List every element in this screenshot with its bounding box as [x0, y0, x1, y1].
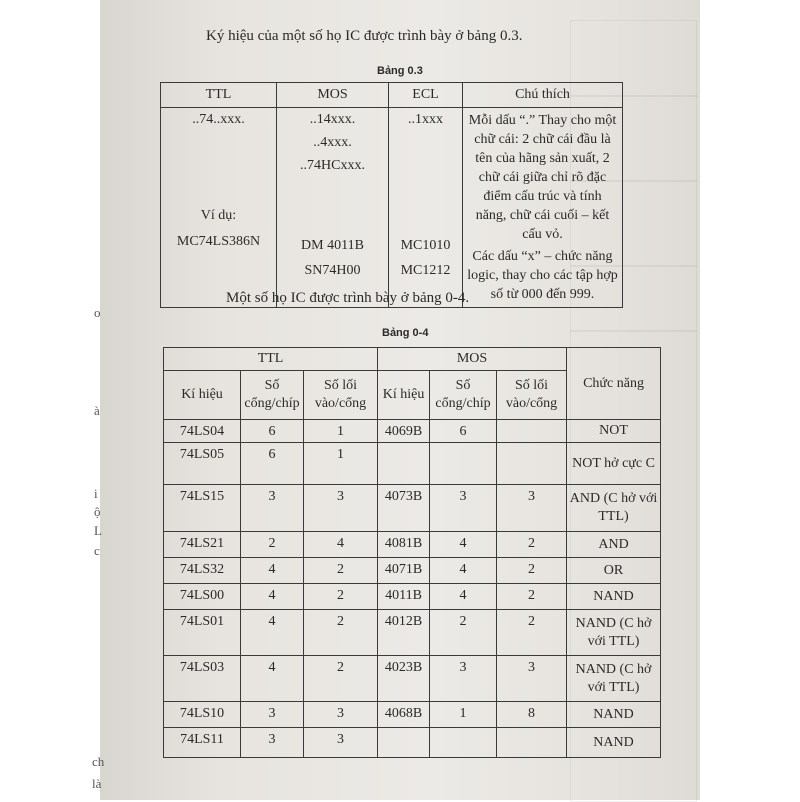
cell-mos-inputs: [497, 420, 567, 443]
cell-ttl-inputs: 2: [304, 610, 378, 656]
group-ttl: TTL: [164, 348, 378, 371]
cell-ttl-symbol: 74LS32: [164, 558, 241, 584]
table-0-4: [163, 347, 661, 758]
mos-pattern-2: ..4xxx.: [313, 135, 352, 150]
cell-mos-inputs: [497, 443, 567, 485]
cell-ttl-gates: 4: [241, 610, 304, 656]
subheader-mos-gates: Số cổng/chíp: [430, 371, 497, 420]
cell-ttl-gates: 3: [241, 485, 304, 532]
mos-cell: [277, 108, 389, 308]
header-ttl: TTL: [161, 83, 277, 108]
mos-pattern-1: ..14xxx.: [309, 112, 356, 127]
subheader-ttl-inputs: Số lối vào/cổng: [304, 371, 378, 420]
cell-mos-gates: 2: [430, 610, 497, 656]
cell-ttl-symbol: 74LS00: [164, 584, 241, 610]
cell-mos-inputs: 8: [497, 702, 567, 728]
cell-ttl-gates: 3: [241, 702, 304, 728]
mos-pattern-3: ..74HCxxx.: [300, 158, 365, 173]
cell-mos-symbol: [378, 443, 430, 485]
cell-mos-gates: 4: [430, 558, 497, 584]
cell-ttl-inputs: 4: [304, 532, 378, 558]
cell-mos-inputs: 3: [497, 656, 567, 702]
cell-mos-symbol: 4012B: [378, 610, 430, 656]
cell-mos-gates: 6: [430, 420, 497, 443]
mos-example-2: SN74H00: [304, 263, 361, 278]
margin-fragment: L: [94, 523, 102, 538]
intro-paragraph: Ký hiệu của một số họ IC được trình bày ở bảng 0.3.: [206, 28, 523, 44]
cell-ttl-gates: 4: [241, 656, 304, 702]
table-row: [164, 558, 661, 584]
table-row: [164, 443, 661, 485]
cell-ttl-inputs: 1: [304, 420, 378, 443]
cell-mos-gates: 3: [430, 656, 497, 702]
margin-fragment: là: [92, 776, 102, 791]
cell-ttl-symbol: 74LS15: [164, 485, 241, 532]
cell-mos-symbol: 4011B: [378, 584, 430, 610]
subheader-mos-symbol: Kí hiệu: [378, 371, 430, 420]
table-0-4-group-row: [164, 348, 661, 371]
cell-mos-gates: 3: [430, 485, 497, 532]
cell-mos-gates: 4: [430, 532, 497, 558]
margin-fragment: c: [94, 543, 100, 558]
header-note: Chú thích: [463, 83, 623, 108]
cell-mos-symbol: 4069B: [378, 420, 430, 443]
subheader-ttl-symbol: Kí hiệu: [164, 371, 241, 420]
cell-function: NAND: [567, 584, 661, 610]
cell-mos-inputs: [497, 728, 567, 758]
cell-function: NAND (C hở với TTL): [567, 610, 661, 656]
group-mos: MOS: [378, 348, 567, 371]
header-mos: MOS: [277, 83, 389, 108]
cell-ttl-inputs: 3: [304, 702, 378, 728]
cell-ttl-gates: 3: [241, 728, 304, 758]
cell-ttl-inputs: 2: [304, 558, 378, 584]
cell-ttl-symbol: 74LS10: [164, 702, 241, 728]
cell-mos-inputs: 2: [497, 610, 567, 656]
cell-function: NAND (C hở với TTL): [567, 656, 661, 702]
cell-function: OR: [567, 558, 661, 584]
cell-ttl-symbol: 74LS21: [164, 532, 241, 558]
intro-paragraph-2: Một số họ IC được trình bày ở bảng 0-4.: [226, 290, 470, 306]
table-row: [164, 610, 661, 656]
mos-example-1: DM 4011B: [301, 238, 364, 253]
table-row: [164, 702, 661, 728]
ecl-pattern: ..1xxx: [408, 112, 443, 127]
margin-fragment: o: [94, 305, 101, 320]
cell-ttl-inputs: 3: [304, 485, 378, 532]
cell-ttl-gates: 6: [241, 443, 304, 485]
ecl-cell: [389, 108, 463, 308]
ttl-example: MC74LS386N: [176, 234, 261, 249]
ecl-example-1: MC1010: [400, 238, 451, 253]
table-caption-0-3: Bảng 0.3: [377, 65, 423, 77]
cell-ttl-inputs: 2: [304, 656, 378, 702]
cell-mos-inputs: 3: [497, 485, 567, 532]
cell-mos-symbol: 4081B: [378, 532, 430, 558]
table-caption-0-4: Bảng 0-4: [382, 327, 429, 339]
cell-function: NOT hở cực C: [567, 443, 661, 485]
cell-ttl-symbol: 74LS03: [164, 656, 241, 702]
table-row: [164, 728, 661, 758]
cell-function: NAND: [567, 702, 661, 728]
cell-function: NAND: [567, 728, 661, 758]
cell-ttl-gates: 4: [241, 584, 304, 610]
table-row: [164, 656, 661, 702]
cell-mos-inputs: 2: [497, 532, 567, 558]
table-row: [164, 532, 661, 558]
cell-ttl-gates: 4: [241, 558, 304, 584]
note-paragraph-1: Mỗi dấu “.” Thay cho một chữ cái: 2 chữ cái đầu là tên của hãng sản xuất, 2 chữ cái giữa chỉ rõ đặc điểm cấu trúc và tính năng, chữ cái cuối – kết cấu vỏ.: [468, 113, 617, 242]
cell-mos-gates: 4: [430, 584, 497, 610]
cell-mos-symbol: 4023B: [378, 656, 430, 702]
cell-ttl-symbol: 74LS01: [164, 610, 241, 656]
cell-function: AND: [567, 532, 661, 558]
note-paragraph-2: Các dấu “x” – chức năng logic, thay cho các tập hợp số từ 000 đến 999.: [467, 249, 618, 302]
ecl-example-2: MC1212: [400, 263, 451, 278]
cell-mos-symbol: 4071B: [378, 558, 430, 584]
cell-mos-symbol: 4068B: [378, 702, 430, 728]
cell-ttl-gates: 2: [241, 532, 304, 558]
function-header: Chức năng: [567, 348, 661, 420]
ttl-cell: [161, 108, 277, 308]
margin-fragment: à: [94, 403, 100, 418]
table-0-3: [160, 82, 623, 308]
ttl-pattern: ..74..xxx.: [192, 112, 245, 127]
margin-fragment: ộ: [94, 504, 101, 519]
margin-fragment: i: [94, 486, 98, 501]
table-0-3-body-row: [161, 108, 623, 308]
cell-function: AND (C hở với TTL): [567, 485, 661, 532]
subheader-ttl-gates: Số cổng/chíp: [241, 371, 304, 420]
cell-ttl-symbol: 74LS05: [164, 443, 241, 485]
cell-ttl-inputs: 2: [304, 584, 378, 610]
table-row: [164, 420, 661, 443]
example-label: Ví dụ:: [200, 208, 237, 223]
cell-ttl-inputs: 1: [304, 443, 378, 485]
cell-ttl-gates: 6: [241, 420, 304, 443]
cell-mos-gates: [430, 443, 497, 485]
cell-mos-symbol: [378, 728, 430, 758]
margin-fragment: ch: [92, 754, 105, 769]
table-0-3-header-row: [161, 83, 623, 108]
cell-ttl-symbol: 74LS11: [164, 728, 241, 758]
table-row: [164, 584, 661, 610]
cell-ttl-symbol: 74LS04: [164, 420, 241, 443]
subheader-mos-inputs: Số lối vào/cổng: [497, 371, 567, 420]
cell-function: NOT: [567, 420, 661, 443]
book-page: [92, 0, 700, 800]
header-ecl: ECL: [389, 83, 463, 108]
cell-ttl-inputs: 3: [304, 728, 378, 758]
note-cell: [463, 108, 623, 308]
cell-mos-gates: 1: [430, 702, 497, 728]
cell-mos-inputs: 2: [497, 558, 567, 584]
table-row: [164, 485, 661, 532]
cell-mos-gates: [430, 728, 497, 758]
cell-mos-symbol: 4073B: [378, 485, 430, 532]
cell-mos-inputs: 2: [497, 584, 567, 610]
